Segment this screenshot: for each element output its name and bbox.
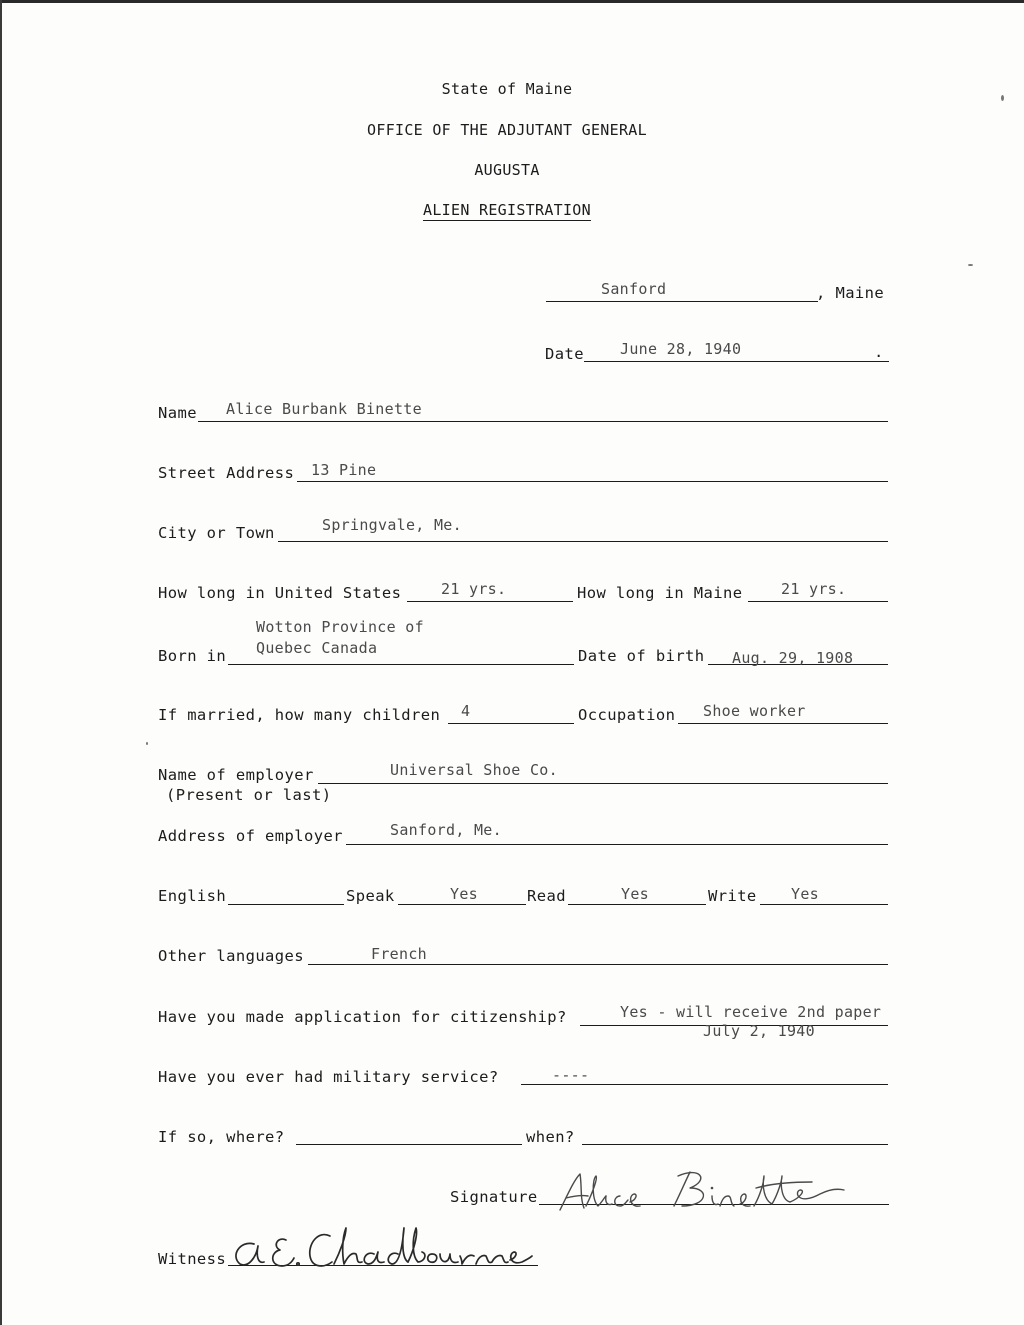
signature-handwriting	[550, 1166, 850, 1216]
speak-label: Speak	[346, 887, 395, 905]
signature-label: Signature	[450, 1188, 538, 1206]
citizenship-value-line1: Yes - will receive 2nd paper	[620, 1003, 882, 1021]
citizenship-value-line2: July 2, 1940	[703, 1022, 815, 1040]
witness-handwriting	[226, 1222, 536, 1272]
born-in-value-line1: Wotton Province of	[256, 618, 424, 636]
when-line	[582, 1144, 888, 1145]
employer-address-label: Address of employer	[158, 827, 343, 845]
military-line	[521, 1084, 888, 1085]
write-label: Write	[708, 887, 757, 905]
street-value: 13 Pine	[311, 461, 377, 479]
born-in-value-line2: Quebec Canada	[256, 639, 378, 657]
read-label: Read	[527, 887, 566, 905]
years-us-label: How long in United States	[158, 584, 402, 602]
date-label: Date	[545, 345, 584, 363]
name-label: Name	[158, 404, 197, 422]
write-value: Yes	[791, 885, 819, 903]
scan-speck	[1001, 95, 1004, 101]
read-line	[568, 904, 706, 905]
english-line	[228, 904, 344, 905]
years-us-value: 21 yrs.	[441, 580, 507, 598]
occupation-line	[678, 723, 888, 724]
years-maine-label: How long in Maine	[577, 584, 743, 602]
name-value: Alice Burbank Binette	[226, 400, 422, 418]
employer-sublabel: (Present or last)	[166, 786, 332, 804]
header-state: State of Maine	[441, 80, 573, 98]
military-label: Have you ever had military service?	[158, 1068, 499, 1086]
city-label: City or Town	[158, 524, 275, 542]
street-line	[297, 481, 888, 482]
years-maine-line	[748, 601, 888, 602]
form-title: ALIEN REGISTRATION	[423, 201, 591, 219]
employer-address-value: Sanford, Me.	[390, 821, 502, 839]
other-languages-value: French	[371, 945, 427, 963]
dob-value: Aug. 29, 1908	[732, 649, 854, 667]
street-label: Street Address	[158, 464, 295, 482]
military-value: ----	[552, 1066, 590, 1084]
dob-label: Date of birth	[578, 647, 705, 665]
employer-value: Universal Shoe Co.	[390, 761, 558, 779]
where-label: If so, where?	[158, 1128, 285, 1146]
city-value: Springvale, Me.	[322, 516, 462, 534]
born-in-line	[228, 664, 574, 665]
city-line	[278, 541, 888, 542]
children-line	[448, 723, 574, 724]
scan-edge-left	[0, 0, 2, 1325]
town-line	[546, 301, 818, 302]
name-line	[198, 421, 888, 422]
speak-line	[398, 904, 526, 905]
speak-value: Yes	[450, 885, 478, 903]
other-languages-line	[308, 964, 888, 965]
years-maine-value: 21 yrs.	[781, 580, 847, 598]
born-in-label: Born in	[158, 647, 227, 665]
scan-edge-top	[0, 0, 1024, 3]
employer-line	[318, 783, 888, 784]
when-label: when?	[526, 1128, 575, 1146]
other-languages-label: Other languages	[158, 947, 304, 965]
date-value: June 28, 1940	[620, 340, 742, 358]
date-end: .	[874, 343, 884, 361]
occupation-label: Occupation	[578, 706, 676, 724]
witness-label: Witness	[158, 1250, 227, 1268]
employer-address-line	[346, 844, 888, 845]
years-us-line	[407, 601, 573, 602]
children-value: 4	[461, 702, 471, 720]
children-label: If married, how many children	[158, 706, 441, 724]
header-city: AUGUSTA	[474, 161, 540, 179]
state-label: , Maine	[816, 284, 885, 302]
scan-speck	[968, 264, 973, 266]
citizenship-label: Have you made application for citizenship?	[158, 1008, 567, 1026]
where-line	[296, 1144, 522, 1145]
occupation-value: Shoe worker	[703, 702, 806, 720]
write-line	[760, 904, 888, 905]
employer-label: Name of employer	[158, 766, 314, 784]
read-value: Yes	[621, 885, 649, 903]
scan-speck	[146, 742, 148, 745]
english-label: English	[158, 887, 227, 905]
header-office: OFFICE OF THE ADJUTANT GENERAL	[367, 121, 647, 139]
date-line	[584, 361, 889, 362]
town-value: Sanford	[601, 280, 667, 298]
